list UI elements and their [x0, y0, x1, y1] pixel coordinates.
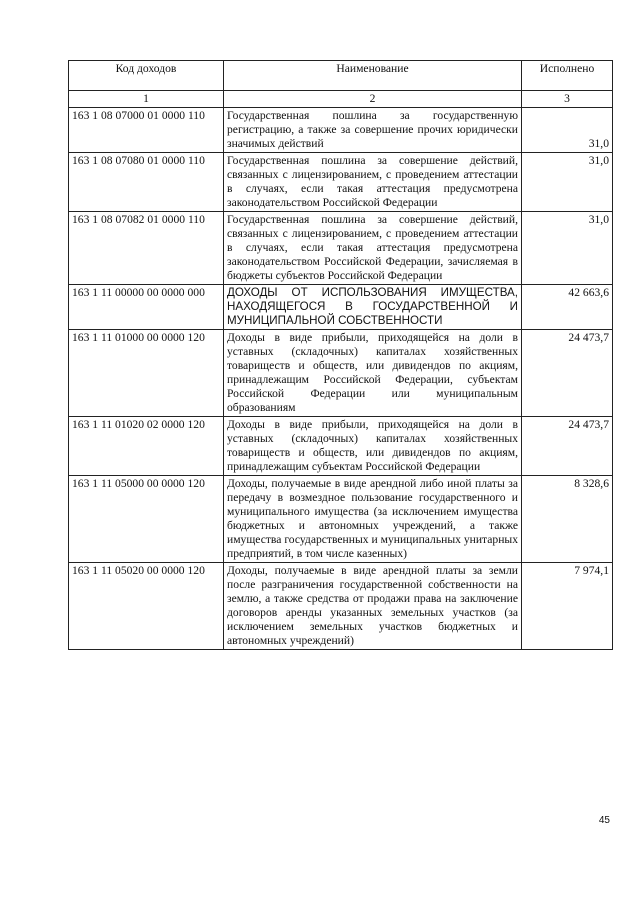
header-name: Наименование: [224, 61, 522, 91]
income-code: 163 1 11 05020 00 0000 120: [69, 563, 224, 650]
income-name: Доходы, получаемые в виде арендной платы за земли после разграничения государственной собственности на землю, а также средства от продажи права на заключение договоров аренды указанных земельных участков (за исключением земельных участков бюджетных и автономных учреждений): [224, 563, 522, 650]
income-name: Государственная пошлина за совершение действий, связанных с лицензированием, с проведением аттестации в случаях, если такая аттестация предусмотрена законодательством Российской Федерации: [224, 153, 522, 212]
executed-amount: 7 974,1: [522, 563, 613, 650]
revenue-table: [68, 60, 613, 650]
table-row: [69, 476, 613, 563]
income-code: 163 1 08 07080 01 0000 110: [69, 153, 224, 212]
column-number: 1: [69, 91, 224, 108]
table-row: [69, 285, 613, 330]
column-number-row: [69, 91, 613, 108]
table-row: [69, 330, 613, 417]
income-code: 163 1 11 05000 00 0000 120: [69, 476, 224, 563]
table-row: [69, 563, 613, 650]
table-row: [69, 417, 613, 476]
table-row: [69, 108, 613, 153]
executed-amount: 8 328,6: [522, 476, 613, 563]
income-code: 163 1 11 00000 00 0000 000: [69, 285, 224, 330]
table-header-row: [69, 61, 613, 91]
income-name: Доходы, получаемые в виде арендной либо иной платы за передачу в возмездное пользование государственного и муниципального имущества (за исключением имущества бюджетных и автономных учреждений, а также имущества государственных и муниципальных унитарных предприятий, в том числе казенных): [224, 476, 522, 563]
table-row: [69, 212, 613, 285]
page-number: 45: [598, 815, 610, 826]
income-name: Государственная пошлина за совершение действий, связанных с лицензированием, с проведением аттестации в случаях, если такая аттестация предусмотрена законодательством Российской Федерации, зачисляемая в бюджеты субъектов Российской Федерации: [224, 212, 522, 285]
income-code: 163 1 08 07000 01 0000 110: [69, 108, 224, 153]
income-code: 163 1 08 07082 01 0000 110: [69, 212, 224, 285]
income-name: ДОХОДЫ ОТ ИСПОЛЬЗОВАНИЯ ИМУЩЕСТВА, НАХОДЯЩЕГОСЯ В ГОСУДАРСТВЕННОЙ И МУНИЦИПАЛЬНОЙ СОБСТВЕННОСТИ: [224, 285, 522, 330]
income-code: 163 1 11 01020 02 0000 120: [69, 417, 224, 476]
table-body: [69, 108, 613, 650]
column-number: 3: [522, 91, 613, 108]
executed-amount: 42 663,6: [522, 285, 613, 330]
income-name: Доходы в виде прибыли, приходящейся на доли в уставных (складочных) капиталах хозяйственных товариществ и обществ, или дивидендов по акциям, принадлежащим Российской Федерации, субъектам Российской Федерации или муниципальным образованиям: [224, 330, 522, 417]
executed-amount: 31,0: [522, 108, 613, 153]
executed-amount: 24 473,7: [522, 417, 613, 476]
income-name: Государственная пошлина за государственную регистрацию, а также за совершение прочих юридически значимых действий: [224, 108, 522, 153]
column-number: 2: [224, 91, 522, 108]
executed-amount: 31,0: [522, 153, 613, 212]
header-executed: Исполнено: [522, 61, 613, 91]
header-code: Код доходов: [69, 61, 224, 91]
executed-amount: 31,0: [522, 212, 613, 285]
executed-amount: 24 473,7: [522, 330, 613, 417]
table-row: [69, 153, 613, 212]
income-code: 163 1 11 01000 00 0000 120: [69, 330, 224, 417]
income-name: Доходы в виде прибыли, приходящейся на доли в уставных (складочных) капиталах хозяйственных товариществ и обществ, или дивидендов по акциям, принадлежащим субъектам Российской Федерации: [224, 417, 522, 476]
